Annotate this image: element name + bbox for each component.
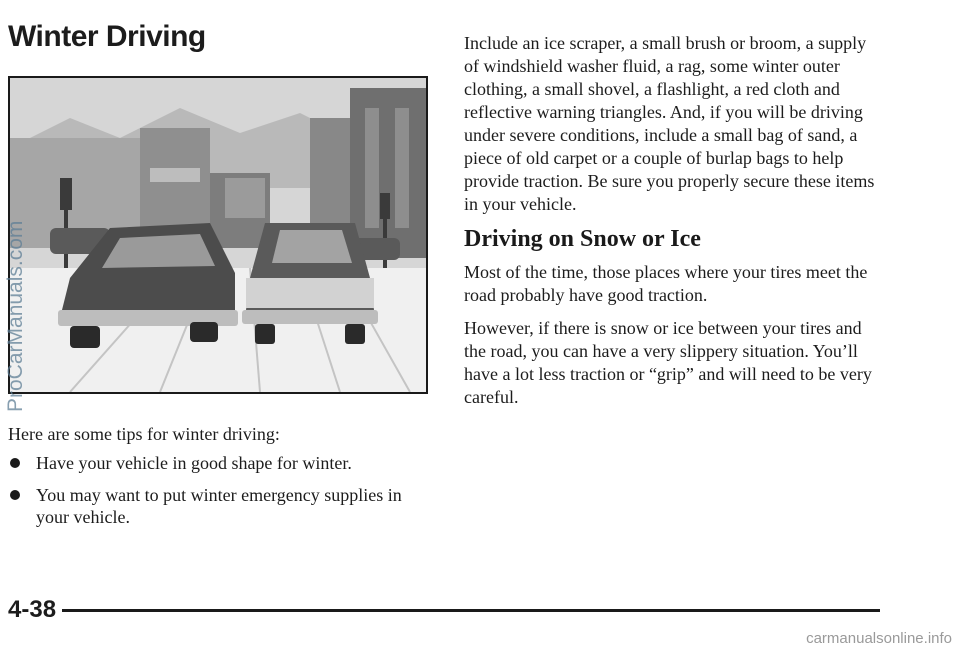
- tips-list: [8, 452, 428, 538]
- slippery-paragraph: However, if there is snow or ice between your tires and the road, you can have a very slippery situation. You’ll have a lot less traction or “grip” and will need to be very careful.: [464, 318, 872, 407]
- supplies-paragraph: Include an ice scraper, a small brush or broom, a supply of windshield washer fluid, a rag, some winter outer clothing, a small shovel, a flashlight, a red cloth and reflective warning triangles. And, if you will be driving under severe conditions, include a small bag of sand, a piece of old carpet or a couple of burlap bags to help provide traction. Be sure you properly secure these items in your vehicle.: [464, 33, 875, 214]
- side-watermark: ProCarManuals.com: [4, 220, 27, 412]
- list-item: [8, 484, 428, 528]
- list-item-text: You may want to put winter emergency supplies in your vehicle.: [36, 485, 402, 527]
- page-rule: [62, 609, 880, 612]
- page-number: 4-38: [8, 596, 57, 623]
- bullet-icon: [10, 458, 20, 468]
- list-item: [8, 452, 428, 474]
- section-heading: Driving on Snow or Ice: [464, 226, 701, 252]
- tips-intro: Here are some tips for winter driving:: [8, 424, 280, 444]
- right-column: [464, 32, 880, 419]
- footer-watermark: carmanualsonline.info: [806, 630, 952, 647]
- bullet-icon: [10, 490, 20, 500]
- list-item-text: Have your vehicle in good shape for winter.: [36, 453, 352, 473]
- traction-paragraph: Most of the time, those places where your tires meet the road probably have good traction.: [464, 262, 868, 305]
- illustration-drawing: [10, 78, 426, 392]
- winter-street-illustration: [8, 76, 428, 394]
- page-title: Winter Driving: [8, 20, 206, 53]
